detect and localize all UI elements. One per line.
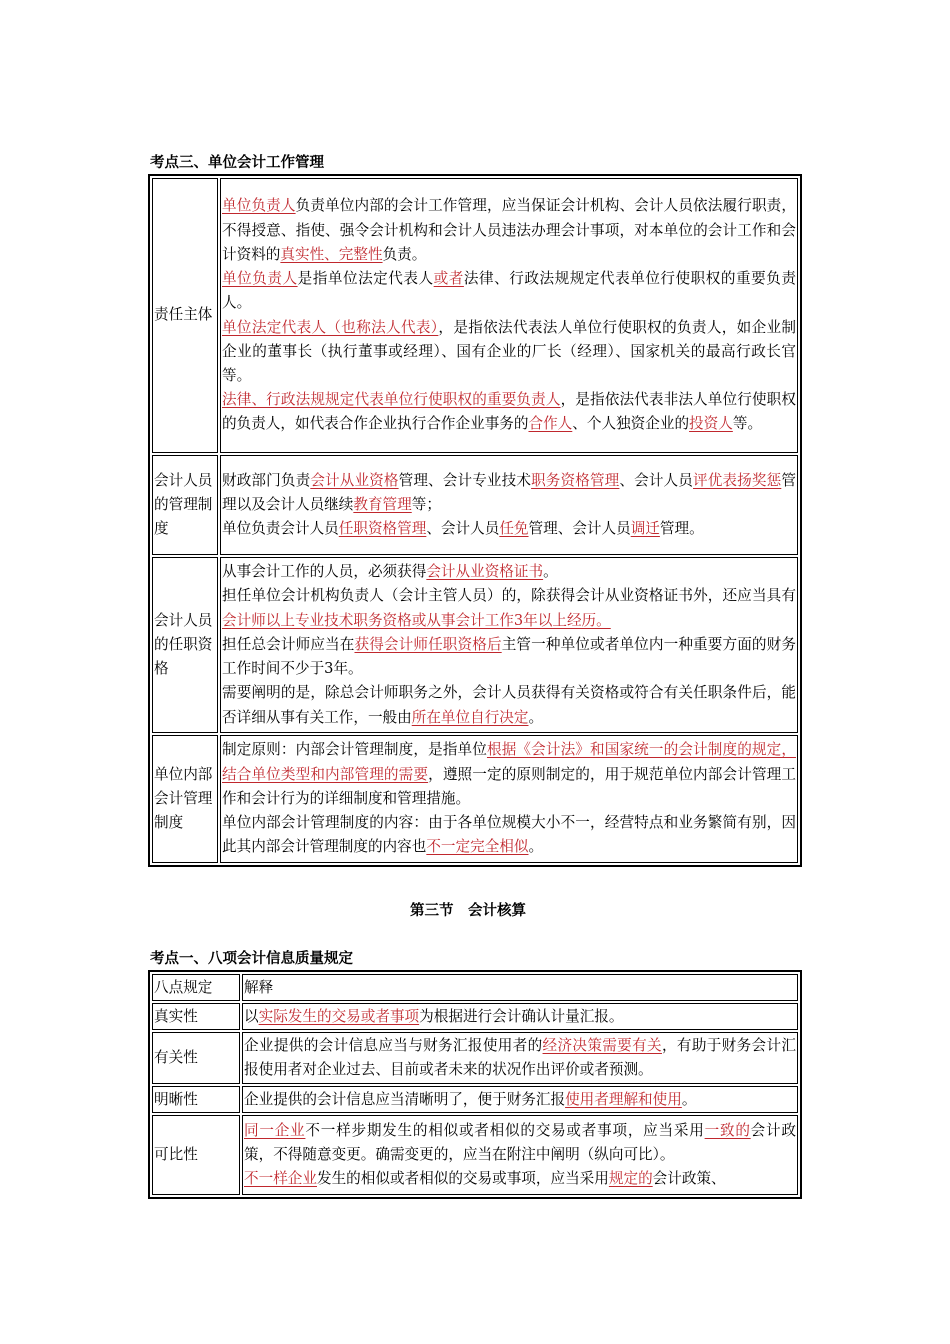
key-term-highlight: 会计从业资格证书 [426, 563, 544, 581]
key-term-highlight: 任职资格管理 [338, 520, 427, 538]
content-paragraph [222, 633, 796, 681]
content-paragraph [222, 388, 796, 436]
content-paragraph [244, 1005, 796, 1029]
key-term-highlight: 教育管理 [353, 495, 412, 513]
content-text: 会计政策，不得随意变更。确需变更的，应当在附注中阐明（纵向可比）。 [244, 1122, 796, 1163]
content-text: 负责。 [382, 245, 427, 263]
section-heading-1: 考点三、单位会计工作管理 [150, 155, 324, 171]
row-content-cell [242, 1086, 798, 1113]
content-text: 、会计人员 [619, 471, 693, 489]
key-term-highlight: 所在单位自行决定 [411, 708, 529, 726]
content-text: 不一样步期发生的相似或者相似的交易或者事项，应当采用 [305, 1122, 705, 1139]
content-paragraph [222, 738, 796, 811]
content-text: ，有助于财务会计汇报使用者对企业过去、目前或者未来的状况作出评价或者预测。 [244, 1037, 796, 1078]
content-paragraph [222, 469, 796, 517]
key-term-highlight: 或者 [433, 270, 464, 288]
content-text: 是指单位法定代表人 [297, 270, 434, 288]
information-quality-table [148, 970, 802, 1199]
table-row [152, 1115, 798, 1195]
row-content-cell [242, 974, 798, 1001]
content-text: 法律、行政法规规定代表单位行使职权的重要负责人。 [222, 270, 796, 312]
key-term-highlight: 获得会计师任职资格后 [354, 635, 502, 653]
row-key-cell: 会计人员的管理制度 [152, 455, 218, 555]
table-row [152, 735, 798, 863]
content-text: 管理、会计人员 [528, 520, 631, 538]
content-text: 。 [681, 1090, 697, 1108]
content-text: 管理、会计专业技术 [398, 471, 532, 489]
row-key-cell: 单位内部会计管理制度 [152, 735, 218, 863]
content-text: 负责单位内部的会计工作管理，应当保证会计机构、会计人员依法履行职责，不得授意、指使、强令会计机构和会计人员违法办理会计事项，对本单位的会计工作和会计资料的 [222, 197, 796, 263]
content-text: 管理以及会计人员继续 [222, 471, 796, 513]
content-text: 。 [528, 708, 544, 726]
unit-accounting-management-table [148, 174, 802, 867]
key-term-highlight: 同一企业 [244, 1122, 306, 1139]
content-text: 主管一种单位或者单位内一种重要方面的财务工作时间不少于3年。 [222, 635, 796, 678]
content-text: 会计政策、 [652, 1170, 726, 1187]
content-text: 为根据进行会计确认计量汇报。 [419, 1007, 624, 1025]
key-term-highlight: 合作人 [528, 415, 573, 433]
key-term-highlight: 投资人 [689, 415, 733, 433]
content-paragraph [222, 316, 796, 389]
row-key-cell: 有关性 [152, 1032, 240, 1084]
row-key-cell: 真实性 [152, 1003, 240, 1030]
content-text: 企业提供的会计信息应当清晰明了，便于财务汇报 [244, 1090, 566, 1108]
content-paragraph [222, 811, 796, 859]
content-paragraph [222, 584, 796, 632]
content-text: 从事会计工作的人员，必须获得 [222, 563, 427, 581]
row-key-cell: 责任主体 [152, 178, 218, 453]
table-row [152, 974, 798, 1001]
content-text: 企业提供的会计信息应当与财务汇报使用者的 [244, 1037, 543, 1054]
row-key-cell: 可比性 [152, 1115, 240, 1195]
row-content-cell [242, 1003, 798, 1030]
content-paragraph [244, 1034, 796, 1082]
table-row [152, 178, 798, 453]
key-term-highlight: 评优表扬奖惩 [693, 471, 782, 489]
content-text: 管理。 [659, 520, 704, 538]
content-text: 。 [528, 838, 544, 856]
key-term-highlight: 根据《会计法》和国家统一的会计制度的规定，结合单位类型和内部管理的需要 [222, 741, 796, 783]
content-text: 等； [411, 495, 441, 513]
key-term-highlight: 职务资格管理 [531, 471, 620, 489]
content-text: ，是指依法代表非法人单位行使职权的负责人，如代表合作企业执行合作企业事务的 [222, 391, 796, 433]
key-term-highlight: 单位负责人 [222, 197, 296, 215]
content-text: 担任单位会计机构负责人（会计主管人员）的，除获得会计从业资格证书外，还应当具有 [222, 587, 796, 605]
content-text: 、个人独资企业的 [572, 415, 690, 433]
content-paragraph [244, 1167, 796, 1191]
content-text: 、会计人员 [426, 520, 500, 538]
row-key-cell: 八点规定 [152, 974, 240, 1001]
table-row [152, 455, 798, 555]
content-text: 以 [244, 1007, 259, 1025]
key-term-highlight: 一致的 [704, 1122, 751, 1139]
content-paragraph [222, 267, 796, 315]
key-term-highlight: 规定的 [608, 1170, 653, 1187]
content-text: 解释 [244, 978, 274, 996]
key-term-highlight: 不一样企业 [244, 1170, 317, 1187]
content-text: ，是指依法代表法人单位行使职权的负责人，如企业制企业的董事长（执行董事或经理）、国有企业的厂长（经理）、国家机关的最高行政长官等。 [222, 318, 796, 384]
key-term-highlight: 经济决策需要有关 [542, 1037, 662, 1054]
row-content-cell [242, 1032, 798, 1084]
key-term-highlight: 不一定完全相似 [426, 838, 529, 856]
content-paragraph [222, 517, 796, 541]
row-key-cell: 明晰性 [152, 1086, 240, 1113]
content-paragraph [244, 976, 796, 1000]
key-term-highlight: 任免 [499, 520, 529, 538]
key-term-highlight: 法律、行政法规规定代表单位行使职权的重要负责人 [222, 391, 561, 409]
key-term-highlight: 使用者理解和使用 [565, 1090, 682, 1108]
content-text: 制定原则：内部会计管理制度，是指单位 [222, 741, 487, 759]
content-paragraph [222, 681, 796, 729]
content-paragraph [244, 1119, 796, 1167]
row-content-cell [220, 178, 798, 453]
content-paragraph [222, 560, 796, 584]
section-heading-2: 考点一、八项会计信息质量规定 [150, 951, 353, 967]
key-term-highlight: 实际发生的交易或者事项 [258, 1007, 420, 1025]
row-content-cell [220, 735, 798, 863]
key-term-highlight: 单位负责人 [222, 270, 298, 288]
row-content-cell [220, 557, 798, 733]
content-text: 。 [543, 563, 558, 581]
content-text: 单位内部会计管理制度的内容：由于各单位规模大小不一，经营特点和业务繁简有别，因此其内部会计管理制度的内容也 [222, 814, 796, 856]
table-row [152, 1086, 798, 1113]
row-content-cell [242, 1115, 798, 1195]
section-title: 第三节 会计核算 [410, 903, 526, 919]
key-term-highlight: 会计从业资格 [310, 471, 399, 489]
row-content-cell [220, 455, 798, 555]
content-text: 需要阐明的是，除总会计师职务之外，会计人员获得有关资格或符合有关任职条件后，能否详细从事有关工作，一般由 [222, 684, 796, 726]
content-text: 发生的相似或者相似的交易或事项，应当采用 [316, 1170, 609, 1187]
key-term-highlight: 真实性、完整性 [280, 245, 383, 263]
content-text: 担任总会计师应当在 [222, 635, 355, 653]
table-row [152, 1003, 798, 1030]
content-paragraph [244, 1088, 796, 1112]
key-term-highlight: 会计师以上专业技术职务资格或从事会计工作3年以上经历。 [222, 611, 611, 629]
table-row [152, 557, 798, 733]
content-text: 单位负责会计人员 [222, 520, 339, 538]
row-key-cell: 会计人员的任职资格 [152, 557, 218, 733]
key-term-highlight: 调迁 [630, 520, 660, 538]
content-paragraph [222, 194, 796, 267]
content-text: ，遵照一定的原则制定的，用于规范单位内部会计管理工作和会计行为的详细制度和管理措施。 [222, 765, 796, 807]
content-text: 等。 [732, 415, 763, 433]
content-text: 财政部门负责 [222, 471, 311, 489]
key-term-highlight: 单位法定代表人（也称法人代表） [222, 318, 439, 336]
table-row [152, 1032, 798, 1084]
